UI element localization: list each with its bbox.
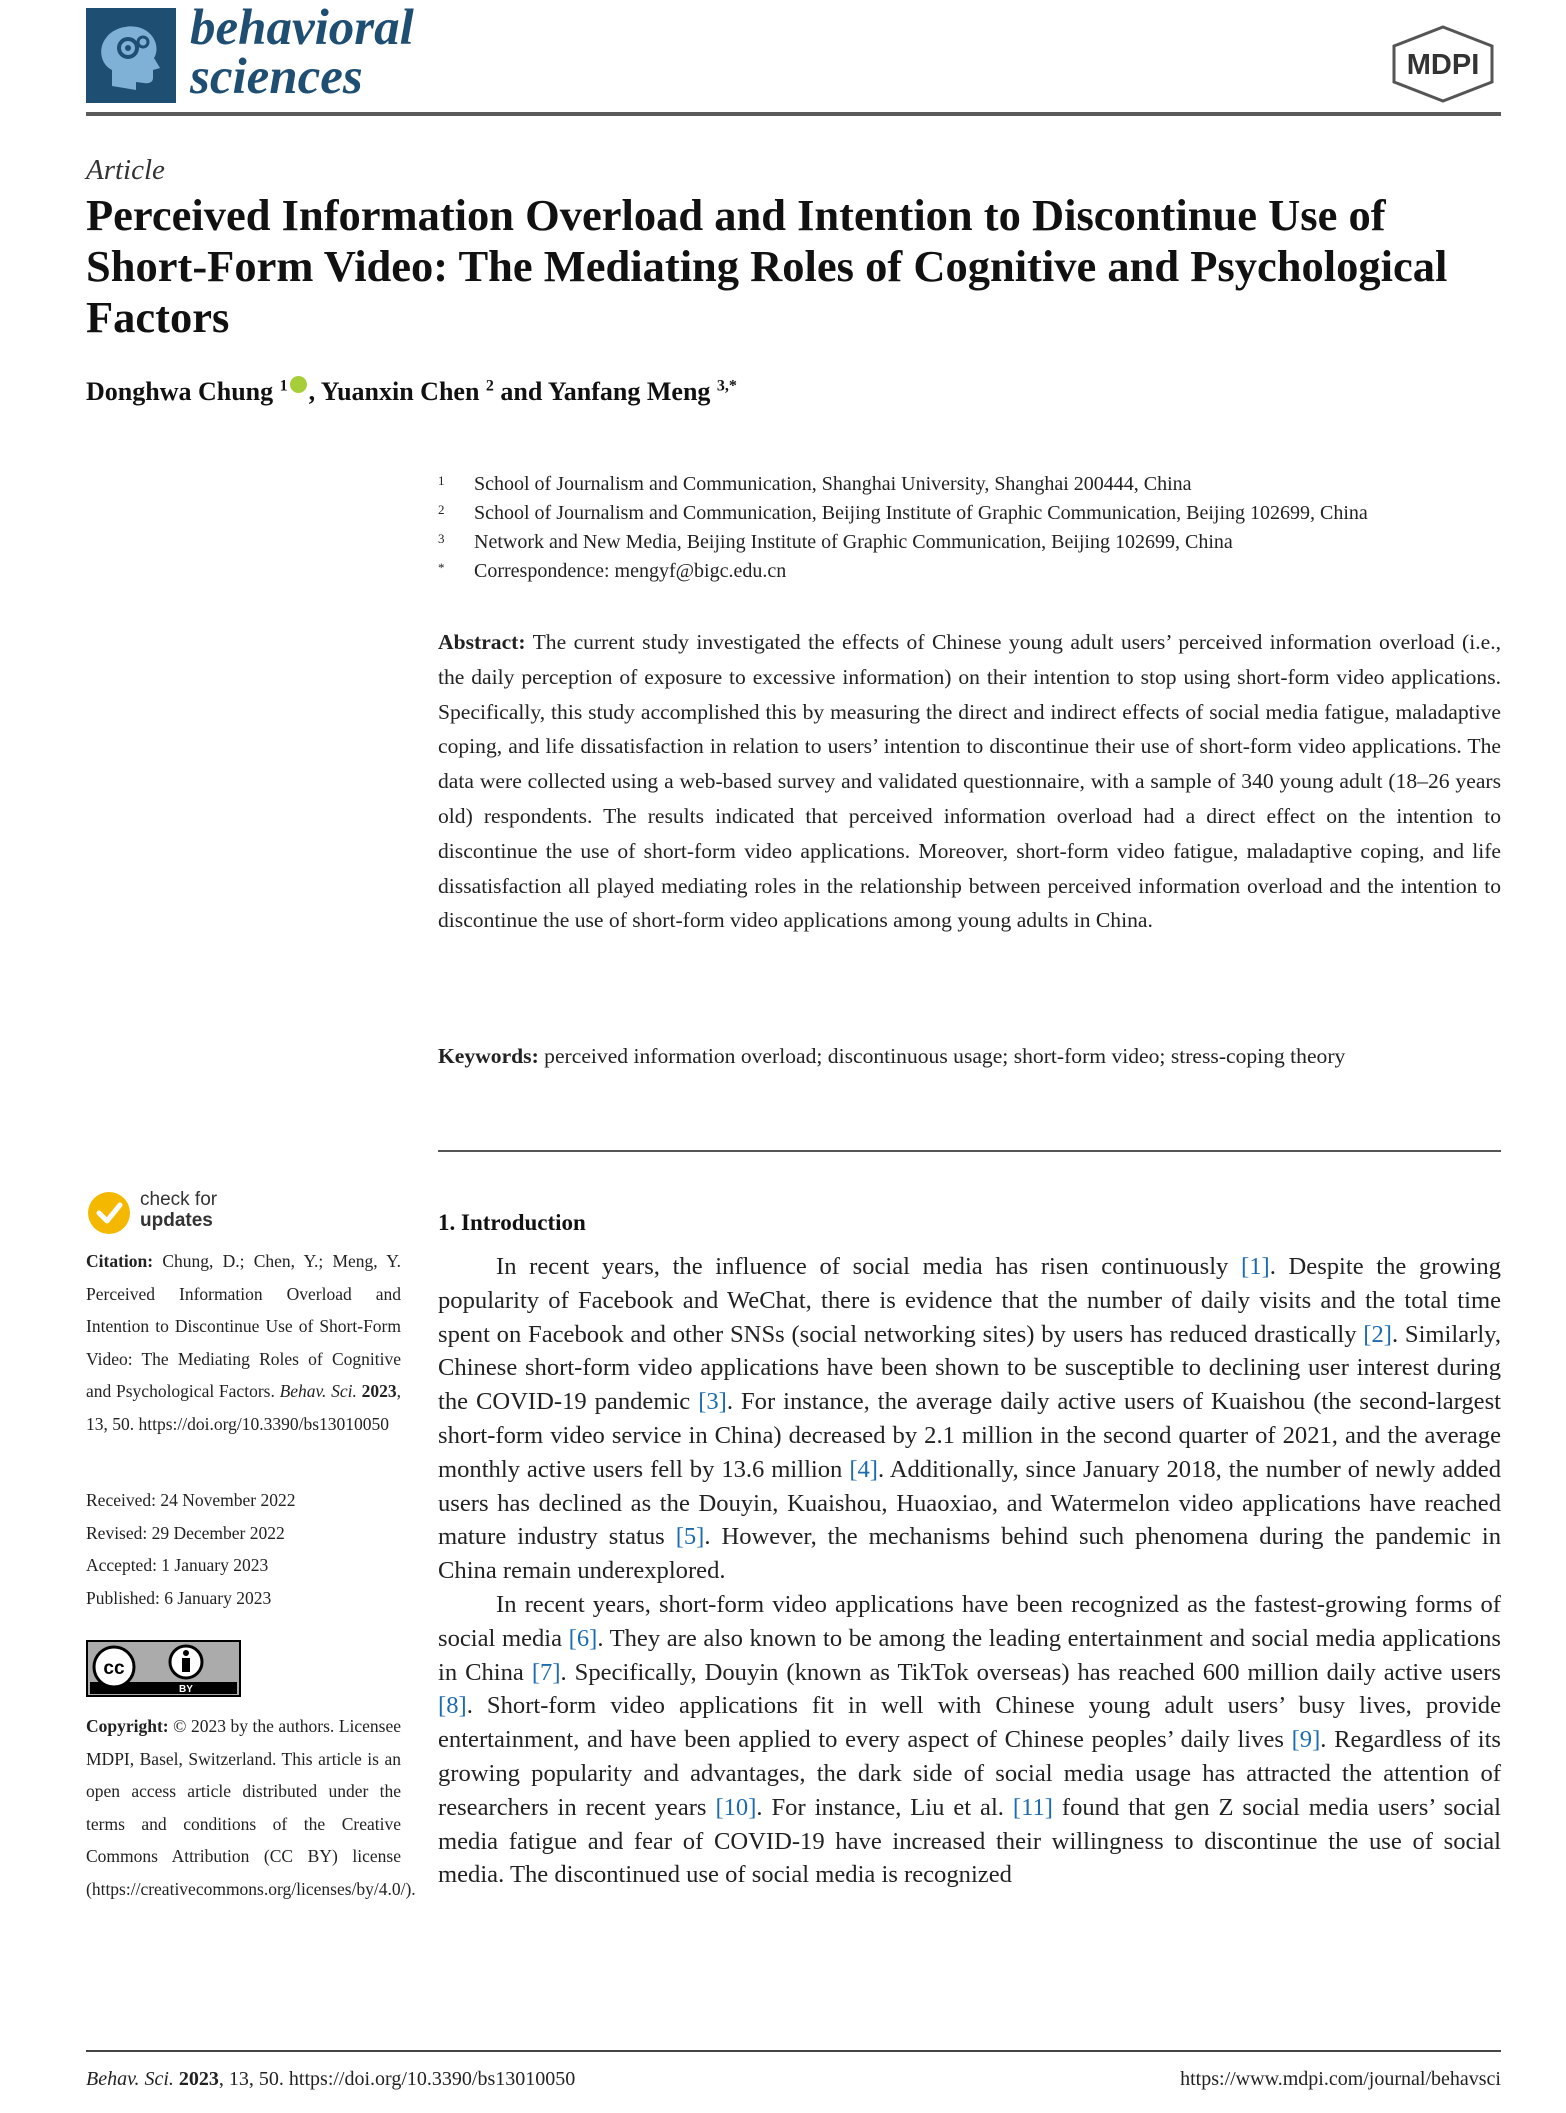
- author-list: [86, 376, 737, 407]
- date-received: Received: 24 November 2022: [86, 1490, 296, 1510]
- mdpi-logo: [1386, 24, 1501, 104]
- author-affil-sup: 1: [279, 377, 288, 395]
- date-published: Published: 6 January 2023: [86, 1587, 272, 1608]
- section-heading-introduction: 1. Introduction: [438, 1210, 586, 1235]
- journal-name-line1: behavioral: [190, 0, 414, 56]
- publication-dates: [86, 1484, 401, 1614]
- check-for-updates-icon[interactable]: [86, 1190, 132, 1236]
- citation-reference-link[interactable]: [10]: [715, 1793, 757, 1821]
- author-affil-sup: 2: [485, 377, 494, 395]
- citation-reference-link[interactable]: [1]: [1241, 1253, 1270, 1280]
- footer-citation: [86, 2068, 575, 2091]
- abstract: [438, 625, 1501, 938]
- affiliations: [438, 470, 1508, 586]
- citation-reference-link[interactable]: [2]: [1363, 1320, 1392, 1348]
- citation-reference-link[interactable]: [9]: [1291, 1726, 1321, 1754]
- citation-reference-link[interactable]: [5]: [675, 1523, 705, 1551]
- abstract-text: The current study investigated the effects of Chinese young adult users’ perceived information overload (i.e., the daily perception of exposure to excessive information) on their intention to stop using short-form video applications. Specifically, this study accomplished this by measuring the direct and indirect effects of social media fatigue, maladaptive coping, and life dissatisfaction in relation to users’ intention to discontinue their use of short-form video applications. The data were collected using a web-based survey and validated questionnaire, with a sample of 340 young adult (18–26 years old) respondents. The results indicated that perceived information overload had a direct effect on the intention to discontinue the use of short-form video applications. Moreover, short-form video fatigue, maladaptive coping, and life dissatisfaction all played mediating roles in the relationship between perceived information overload and the intention to discontinue the use of short-form video applications among young adults in China.: [438, 630, 1501, 933]
- body-text: . Regardless of its growing popularity and advantages, the dark side of social media usage has attracted the attention of researchers in recent years: [438, 1726, 1501, 1821]
- citation-reference-link[interactable]: [11]: [1012, 1793, 1053, 1821]
- svg-text:cc: cc: [103, 1658, 125, 1679]
- header-divider: [86, 112, 1501, 116]
- body-text: . For instance, the average daily active users of Kuaishou (the second-largest short-form video service in China) decreased by 2.1 million in the second quarter of 2021, and the average monthly active users fell by 13.6 million: [438, 1388, 1501, 1483]
- journal-logo-icon: [86, 8, 176, 103]
- copyright-label: Copyright:: [86, 1716, 169, 1736]
- author-name: Donghwa Chung: [86, 377, 274, 406]
- check-for-updates-line1[interactable]: check for: [140, 1189, 218, 1210]
- introduction-paragraph: [438, 1250, 1501, 1588]
- affiliation-number: 3: [438, 531, 445, 546]
- paper-title: Perceived Information Overload and Intention to Discontinue Use of Short-Form Video: The Mediating Roles of Cognitive and Psychological Factors: [86, 190, 1448, 342]
- journal-name: [190, 0, 414, 105]
- correspondence-text: Correspondence: mengyf@bigc.edu.cn: [474, 560, 787, 582]
- check-for-updates-line2[interactable]: updates: [140, 1210, 213, 1231]
- keywords-divider: [438, 1150, 1501, 1152]
- affiliation: [438, 470, 1508, 499]
- affiliation: [438, 528, 1508, 557]
- citation-text: Chung, D.; Chen, Y.; Meng, Y. Perceived Information Overload and Intention to Discontinue Use of Short-Form Video: The Mediating Roles of Cognitive and Psychological Factors.: [86, 1251, 401, 1401]
- cc-by-license-icon[interactable]: [86, 1640, 241, 1697]
- keywords-text: perceived information overload; discontinuous usage; short-form video; stress-coping theory: [544, 1044, 1346, 1068]
- keywords-label: Keywords:: [438, 1044, 539, 1068]
- footer-divider: [86, 2050, 1501, 2052]
- body-text: . For instance, Liu et al.: [756, 1793, 1013, 1821]
- footer-journal: Behav. Sci.: [86, 2068, 174, 2090]
- article-type: Article: [86, 154, 165, 186]
- body-text: found that gen Z social media users’ social media fatigue and fear of COVID-19 have increased their willingness to discontinue the use of social media. The discontinued use of social media is recognized: [438, 1793, 1501, 1889]
- author-separator: and: [500, 377, 543, 406]
- author-affil-sup: 3,*: [716, 377, 737, 395]
- affiliation-number: 2: [438, 502, 445, 517]
- mdpi-logo-text: MDPI: [1406, 49, 1480, 81]
- author-name: Yuanxin Chen: [320, 377, 480, 406]
- affiliation-number: *: [438, 560, 445, 575]
- body-text: . Despite the growing popularity of Facebook and WeChat, there is evidence that the number of daily visits and the total time spent on Facebook and other SNSs (social networking sites) by users has reduced drastically: [438, 1253, 1501, 1348]
- author-name: Yanfang Meng: [547, 377, 711, 406]
- citation-journal: Behav. Sci.: [279, 1381, 357, 1401]
- date-revised: Revised: 29 December 2022: [86, 1522, 285, 1543]
- footer-doi[interactable]: , 13, 50. https://doi.org/10.3390/bs13010050: [218, 2068, 576, 2090]
- author-separator: ,: [308, 377, 321, 406]
- body-text: . Short-form video applications fit in well with Chinese young adult users’ busy lives, provide entertainment, and have been applied to every aspect of Chinese peoples’ daily lives: [438, 1692, 1501, 1754]
- citation-year: 2023: [361, 1381, 397, 1401]
- citation-reference-link[interactable]: [3]: [698, 1388, 727, 1416]
- body-text: . Additionally, since January 2018, the number of newly added users has declined as the Douyin, Kuaishou, Huaoxiao, and Watermelon video applications have reached mature industry status: [438, 1455, 1501, 1551]
- copyright: [86, 1710, 416, 1905]
- citation-reference-link[interactable]: [8]: [438, 1692, 467, 1720]
- affiliation-text: School of Journalism and Communication, Beijing Institute of Graphic Communication, Beijing 102699, China: [474, 502, 1368, 524]
- copyright-text: © 2023 by the authors. Licensee MDPI, Basel, Switzerland. This article is an open access article distributed under the terms and conditions of the Creative Commons Attribution (CC BY) license (https://creativecommons.org/licenses/by/4.0/).: [86, 1716, 416, 1899]
- affiliation-text: Network and New Media, Beijing Institute of Graphic Communication, Beijing 102699, China: [474, 531, 1233, 553]
- citation: [86, 1245, 401, 1440]
- date-accepted: Accepted: 1 January 2023: [86, 1555, 269, 1575]
- affiliation: [438, 499, 1508, 528]
- body-text: . They are also known to be among the leading entertainment and social media applications in China: [438, 1624, 1501, 1686]
- correspondence: [438, 557, 1508, 586]
- abstract-label: Abstract:: [438, 630, 526, 654]
- body-text: In recent years, the influence of social media has risen continuously: [496, 1253, 1242, 1280]
- body-text: In recent years, short-form video applications have been recognized as the fastest-growing forms of social media: [438, 1590, 1501, 1652]
- affiliation-text: School of Journalism and Communication, Shanghai University, Shanghai 200444, China: [474, 473, 1192, 495]
- introduction-paragraph: [438, 1588, 1501, 1892]
- journal-name-line2: sciences: [190, 49, 363, 105]
- footer-year: 2023: [178, 2068, 219, 2090]
- citation-volume: , 13, 50.: [86, 1381, 402, 1434]
- affiliation-number: 1: [438, 473, 445, 488]
- footer-journal-url[interactable]: https://www.mdpi.com/journal/behavsci: [1180, 2068, 1501, 2090]
- citation-reference-link[interactable]: [7]: [531, 1658, 561, 1686]
- orcid-icon[interactable]: [290, 376, 307, 393]
- body-text: . Specifically, Douyin (known as TikTok overseas) has reached 600 million daily active users: [560, 1658, 1501, 1686]
- citation-reference-link[interactable]: [4]: [849, 1455, 878, 1483]
- introduction-body: [438, 1250, 1501, 1892]
- keywords: [438, 1039, 1501, 1074]
- citation-doi-link[interactable]: https://doi.org/10.3390/bs13010050: [138, 1413, 390, 1434]
- body-text: . Similarly, Chinese short-form video applications have been shown to be susceptible to declining user interest during the COVID-19 pandemic: [438, 1320, 1501, 1416]
- citation-label: Citation:: [86, 1251, 154, 1271]
- body-text: . However, the mechanisms behind such phenomena during the pandemic in China remain underexplored.: [438, 1523, 1501, 1585]
- cc-by-label: BY: [179, 1684, 193, 1695]
- citation-reference-link[interactable]: [6]: [568, 1624, 598, 1652]
